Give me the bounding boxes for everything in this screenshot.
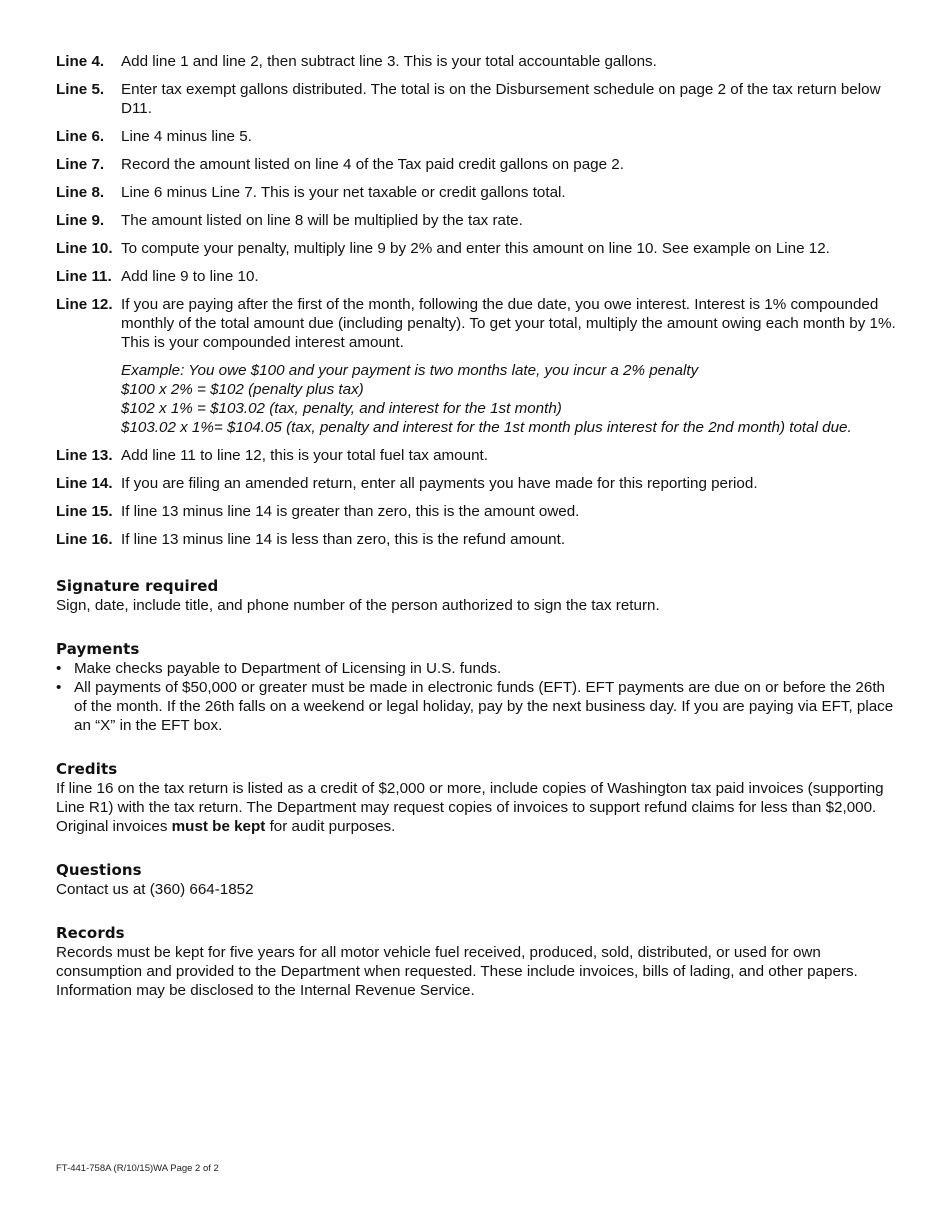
instructions-page: [56, 52, 901, 1000]
list-item: [56, 659, 901, 678]
questions-section: [56, 861, 901, 899]
list-item-text: All payments of $50,000 or greater must be made in electronic funds (EFT). EFT payments are due on or before the 26th of the month. If the 26th falls on a weekend or legal holiday, pay by the next business day. If you are paying via EFT, place an “X” in the EFT box.: [74, 679, 894, 734]
contact-phone: Contact us at (360) 664-1852: [56, 881, 254, 898]
section-heading: Payments: [56, 640, 140, 658]
list-item: [56, 678, 901, 735]
line-6-item: [56, 127, 901, 146]
line-5-item: [56, 80, 901, 118]
line-text: The amount listed on line 8 will be multiplied by the tax rate.: [121, 212, 523, 229]
line-text: Add line 1 and line 2, then subtract line 3. This is your total accountable gallons.: [121, 53, 657, 70]
line-10-item: [56, 239, 901, 258]
section-heading: Credits: [56, 760, 118, 778]
section-heading: Questions: [56, 861, 142, 879]
line-label: Line 10.: [56, 240, 113, 257]
line-7-item: [56, 155, 901, 174]
credits-emphasis: must be kept: [171, 818, 266, 835]
credits-text: If line 16 on the tax return is listed as a credit of $2,000 or more, include copies of Washington tax paid invoices (supporting Line R1) with the tax return. The Department may request copies of invoices to support refund claims for less than $2,000. Original invoices: [56, 780, 884, 835]
line-13-item: [56, 446, 901, 465]
example-line: $102 x 1% = $103.02 (tax, penalty, and interest for the 1st month): [121, 400, 562, 417]
line-label: Line 4.: [56, 53, 105, 70]
line-text: Add line 9 to line 10.: [121, 268, 259, 285]
line-12-body: [121, 295, 901, 437]
line-label: Line 11.: [56, 268, 112, 285]
line-label: Line 8.: [56, 184, 105, 201]
line-text: Enter tax exempt gallons distributed. The total is on the Disbursement schedule on page 2 of the tax return below D11.: [121, 81, 881, 117]
example-line: $100 x 2% = $102 (penalty plus tax): [121, 381, 364, 398]
line-text: If line 13 minus line 14 is less than zero, this is the refund amount.: [121, 531, 566, 548]
section-body: Sign, date, include title, and phone number of the person authorized to sign the tax return.: [56, 597, 660, 614]
line-label: Line 14.: [56, 475, 113, 492]
line-text: Line 4 minus line 5.: [121, 128, 252, 145]
line-text: If you are paying after the first of the month, following the due date, you owe interest. Interest is 1% compounded monthly of the total amount due (including penalty). To get your total, multiply the amount owing each month by 1%. This is your compounded interest amount.: [121, 296, 896, 351]
penalty-interest-example: [121, 361, 901, 437]
line-label: Line 7.: [56, 156, 105, 173]
payments-section: [56, 640, 901, 735]
line-label: Line 15.: [56, 503, 113, 520]
bullet-icon: •: [56, 679, 62, 696]
line-11-item: [56, 267, 901, 286]
example-line: Example: You owe $100 and your payment is two months late, you incur a 2% penalty: [121, 362, 699, 379]
line-label: Line 12.: [56, 296, 113, 313]
line-text: Record the amount listed on line 4 of the Tax paid credit gallons on page 2.: [121, 156, 624, 173]
line-label: Line 6.: [56, 128, 105, 145]
line-text: If line 13 minus line 14 is greater than zero, this is the amount owed.: [121, 503, 580, 520]
line-label: Line 16.: [56, 531, 113, 548]
line-12-item: [56, 295, 901, 437]
credits-section: [56, 760, 901, 836]
example-line: $103.02 x 1%= $104.05 (tax, penalty and interest for the 1st month plus interest for the 2nd month) total due.: [121, 419, 852, 436]
list-item-text: Make checks payable to Department of Licensing in U.S. funds.: [74, 660, 502, 677]
line-14-item: [56, 474, 901, 493]
line-15-item: [56, 502, 901, 521]
section-body: Records must be kept for five years for all motor vehicle fuel received, produced, sold, distributed, or used for own consumption and provided to the Department when requested. These include invoices, bills of lading, and other papers. Information may be disclosed to the Internal Revenue Service.: [56, 944, 858, 999]
records-section: [56, 924, 901, 1000]
section-heading: Records: [56, 924, 125, 942]
payments-list: [56, 659, 901, 735]
line-text: To compute your penalty, multiply line 9 by 2% and enter this amount on line 10. See example on Line 12.: [121, 240, 830, 257]
section-body: [56, 779, 901, 836]
line-4-item: [56, 52, 901, 71]
line-16-item: [56, 530, 901, 549]
credits-text-end: for audit purposes.: [265, 818, 396, 835]
line-8-item: [56, 183, 901, 202]
line-label: Line 9.: [56, 212, 105, 229]
line-label: Line 5.: [56, 81, 105, 98]
line-label: Line 13.: [56, 447, 113, 464]
line-text: Add line 11 to line 12, this is your total fuel tax amount.: [121, 447, 488, 464]
line-9-item: [56, 211, 901, 230]
line-text: Line 6 minus Line 7. This is your net taxable or credit gallons total.: [121, 184, 566, 201]
line-text: If you are filing an amended return, enter all payments you have made for this reporting period.: [121, 475, 758, 492]
section-heading: Signature required: [56, 577, 219, 595]
form-footer: FT-441-758A (R/10/15)WA Page 2 of 2: [56, 1163, 219, 1174]
bullet-icon: •: [56, 660, 62, 677]
signature-section: [56, 577, 901, 615]
